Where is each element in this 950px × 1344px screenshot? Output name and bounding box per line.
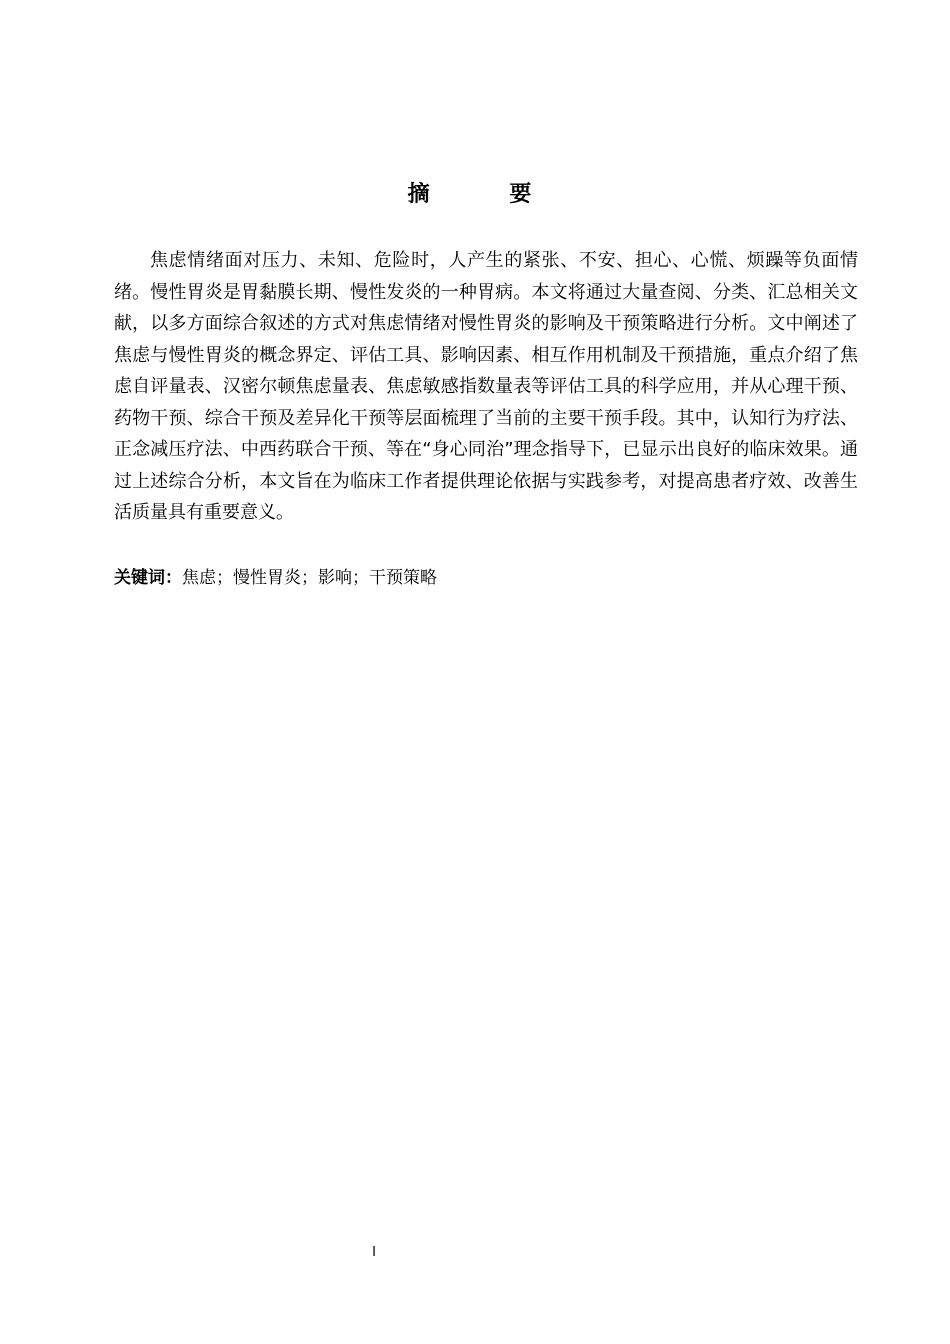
- abstract-paragraph: [114, 245, 858, 529]
- keywords-value: 焦虑；慢性胃炎；影响；干预策略: [182, 568, 437, 588]
- keywords-line: [114, 564, 858, 592]
- page-number: I: [372, 1245, 376, 1260]
- abstract-text-part-3: 差异化干预: [295, 407, 387, 429]
- abstract-text-part-2: 文中阐述了焦虑与慢性胃炎的概念界定、评估工具、影响因素、相互作用机制及干预措施，重点介绍了焦虑自评量表、汉密尔顿焦虑量表、焦虑敏感指数量表等评估工具的科学应用，并从心理干预、药物干预、综合干预及: [114, 313, 859, 429]
- abstract-text-part-4: 等层面梳理了当前的主要干预手段。其中，认知行为疗法: [386, 407, 840, 429]
- abstract-text-part-1: 焦虑情绪面对压力、未知、危险时，人产生的紧张、不安、担心、心慌、烦躁等负面情绪。慢性胃炎是胃黏膜长期、慢性发炎的一种胃病。本文将通过大量查阅、分类、汇总相关文献，以多方面综合叙述的方式对焦虑情绪对慢性胃炎的影响及干预策略进行分析。: [114, 250, 858, 334]
- abstract-text-part-5: 、正念减压疗法、中西药联合干预、等在: [114, 407, 858, 460]
- page-title: 摘 要: [407, 182, 568, 207]
- keywords-label: 关键词：: [114, 568, 182, 588]
- abstract-text-part-6: “身心同治”理念指导下，已显示出良好的临床效果。通过上述综合分析，本文旨在为临床工作者提供理论依据与实践参考，对提高患者疗效、改善生活质量具有重要意义。: [114, 439, 858, 523]
